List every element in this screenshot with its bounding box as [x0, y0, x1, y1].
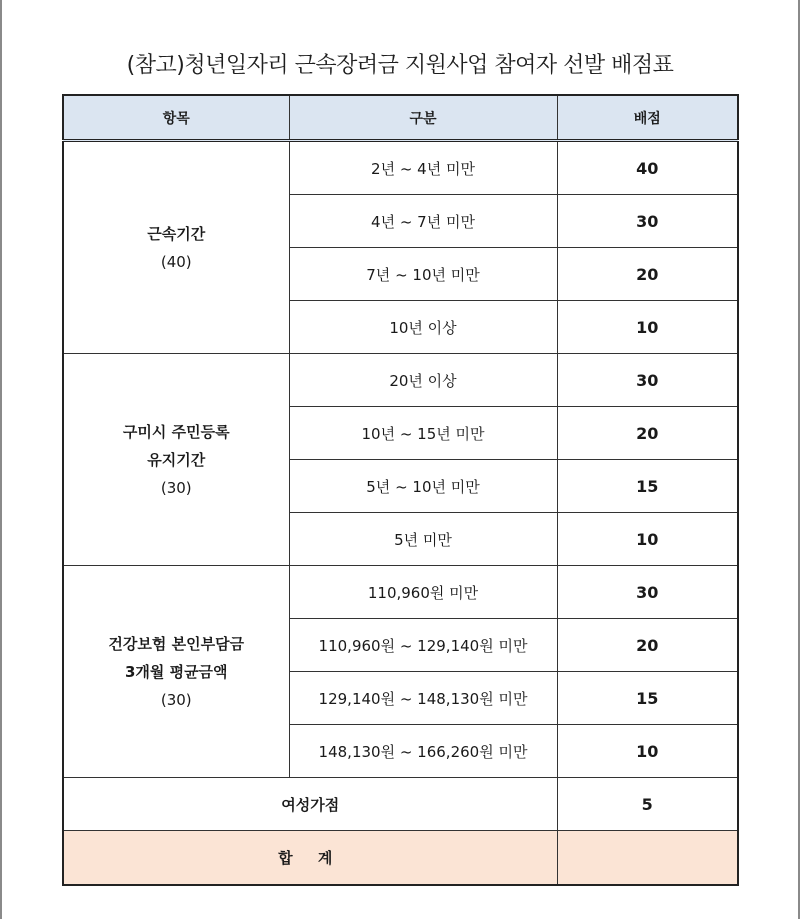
total-label: 합 계 — [63, 831, 557, 886]
table-row — [63, 141, 738, 195]
table-row — [63, 566, 738, 619]
group-weight: (30) — [160, 690, 192, 709]
score-cell: 30 — [557, 195, 738, 248]
range-cell: 110,960원 ~ 129,140원 미만 — [289, 619, 557, 672]
total-row — [63, 831, 738, 886]
score-cell: 30 — [557, 566, 738, 619]
total-score — [557, 831, 738, 886]
score-cell: 10 — [557, 301, 738, 354]
header-score: 배점 — [557, 95, 738, 141]
range-cell: 10년 이상 — [289, 301, 557, 354]
range-cell: 4년 ~ 7년 미만 — [289, 195, 557, 248]
table-row — [63, 354, 738, 407]
group-label-insurance — [63, 566, 289, 778]
score-cell: 40 — [557, 141, 738, 195]
range-cell: 5년 ~ 10년 미만 — [289, 460, 557, 513]
bonus-row — [63, 778, 738, 831]
range-cell: 20년 이상 — [289, 354, 557, 407]
bonus-score: 5 — [557, 778, 738, 831]
left-border — [0, 0, 2, 919]
score-cell: 20 — [557, 407, 738, 460]
group-name-line: 근속기간 — [147, 224, 206, 243]
score-cell: 20 — [557, 619, 738, 672]
bonus-label: 여성가점 — [63, 778, 557, 831]
range-cell: 7년 ~ 10년 미만 — [289, 248, 557, 301]
scoring-table — [62, 94, 739, 886]
range-cell: 148,130원 ~ 166,260원 미만 — [289, 725, 557, 778]
group-name-line: 유지기간 — [147, 450, 206, 469]
score-cell: 15 — [557, 672, 738, 725]
score-cell: 30 — [557, 354, 738, 407]
score-cell: 20 — [557, 248, 738, 301]
group-label-residency — [63, 354, 289, 566]
group-label-tenure — [63, 141, 289, 354]
range-cell: 10년 ~ 15년 미만 — [289, 407, 557, 460]
score-cell: 15 — [557, 460, 738, 513]
group-weight: (30) — [160, 478, 192, 497]
score-cell: 10 — [557, 725, 738, 778]
group-name-line: 3개월 평균금액 — [124, 662, 228, 681]
score-cell: 10 — [557, 513, 738, 566]
range-cell: 110,960원 미만 — [289, 566, 557, 619]
group-weight: (40) — [160, 252, 192, 271]
page-title: (참고)청년일자리 근속장려금 지원사업 참여자 선발 배점표 — [126, 53, 674, 78]
header-row — [63, 95, 738, 141]
group-name-line: 구미시 주민등록 — [122, 422, 230, 441]
group-name-line: 건강보험 본인부담금 — [108, 634, 245, 653]
range-cell: 129,140원 ~ 148,130원 미만 — [289, 672, 557, 725]
range-cell: 2년 ~ 4년 미만 — [289, 141, 557, 195]
range-cell: 5년 미만 — [289, 513, 557, 566]
header-item: 항목 — [63, 95, 289, 141]
header-category: 구분 — [289, 95, 557, 141]
